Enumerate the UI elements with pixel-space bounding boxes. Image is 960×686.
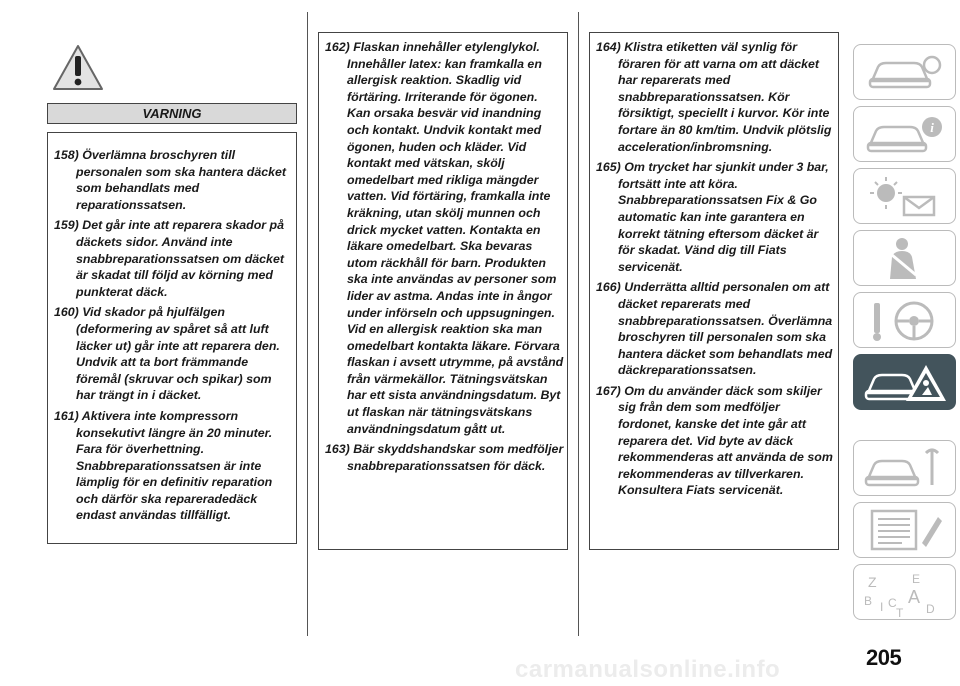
warning-box-col3 <box>589 32 839 550</box>
alphabet-index-icon <box>862 569 948 621</box>
tab-emergency[interactable] <box>853 354 956 410</box>
svg-text:D: D <box>926 602 935 616</box>
steering-key-icon <box>862 297 948 343</box>
car-info-icon <box>862 111 948 157</box>
column-divider <box>578 12 579 636</box>
tab-warning-lights[interactable] <box>853 168 956 224</box>
warning-triangle-icon <box>52 44 104 92</box>
warning-item-163: 163) Bär skyddshandskar som medföljer snabbreparationssatsen för däck. <box>325 442 564 473</box>
warning-lights-icon <box>862 173 948 219</box>
tab-specifications[interactable] <box>853 502 956 558</box>
svg-text:C: C <box>888 596 897 610</box>
tab-maintenance[interactable] <box>853 440 956 496</box>
tab-car-info[interactable] <box>853 106 956 162</box>
car-maintenance-icon <box>862 445 948 491</box>
svg-text:A: A <box>908 587 921 607</box>
svg-text:I: I <box>880 600 884 614</box>
warning-box-col2 <box>318 32 568 550</box>
watermark: carmanualsonline.info <box>515 656 781 683</box>
tab-index[interactable] <box>853 564 956 620</box>
svg-text:i: i <box>930 120 934 135</box>
warning-item-161: 161) Aktivera inte kompressorn konsekutivt längre än 20 minuter. Fara för överhettning. Snabbreparationssatsen är inte lämplig för en definitiv reparation och därför ska repareradedäck endast användas tillfälligt. <box>54 408 273 523</box>
seat-belt-safety-icon <box>862 235 948 281</box>
warning-item-162: 162) Flaskan innehåller etylenglykol. Innehåller latex: kan framkalla en allergisk reaktion. Skadlig vid förtäring. Irriterande för ögonen. Kan orsaka besvär vid inandning och kontakt. Undvik kontakt med ögonen, huden och kläder. Vid kontakt med vätskan, skölj omedelbart med rikliga mängder vatten. Vid förtäring, framkalla inte kräkning, utan skölj munnen och drick mycket vatten. Kontakta en läkare omedelbart. Ska bevaras utom räckhåll för barn. Produkten ska inte användas av personer som lider av astma. Andas inte in ångor under införseln och uppsugningen. Vid en allergisk reaktion ska man omedelbart kontakta läkare. Förvara flaskan i avsett utrymme, på avstånd från värmekällor. Tätningsvätskan har ett sista användningsdatum. Byt ut flaskan när tätningsvätskans användningsdatum gått ut. <box>325 40 564 436</box>
warning-item-160: 160) Vid skador på hjulfälgen (deformering av spåret så att luft läcker ut) går inte att reparera den. Undvik att ta bort främmande föremål (skruvar och spikar) som har trängt in i däcket. <box>54 305 280 403</box>
chapter-tabs <box>853 0 960 686</box>
column-divider <box>307 12 308 636</box>
car-dashboard-icon <box>862 49 948 95</box>
warning-item-159: 159) Det går inte att reparera skador på däckets sidor. Använd inte snabbreparationssatsen om däcket är skadat till följd av körning med punkterat däck. <box>54 218 285 299</box>
warning-item-166: 166) Underrätta alltid personalen om att däcket reparerats med snabbreparationssatsen. Överlämna broschyren till personalen som ska hantera däcket som behandlats med däckreparationssatsen. <box>596 280 833 378</box>
warning-item-165: 165) Om trycket har sjunkit under 3 bar, fortsätt inte att köra. Snabbreparationssatsen Fix & Go automatic kan inte garantera en korrekt tätning eftersom däcket är för skadat. Vänd dig till Fiats servicenät. <box>596 160 829 274</box>
car-emergency-icon <box>862 359 948 405</box>
specifications-list-icon <box>862 507 948 553</box>
tab-starting-driving[interactable] <box>853 292 956 348</box>
svg-text:T: T <box>896 606 904 620</box>
warning-item-164: 164) Klistra etiketten väl synlig för föraren för att varna om att däcket har reparerats med snabbreparationssatsen. Kör försiktigt, speciellt i kurvor. Kör inte fortare än 80 km/tim. Undvik plötslig acceleration/inbromsning. <box>596 40 832 154</box>
tab-car-dashboard[interactable] <box>853 44 956 100</box>
svg-text:E: E <box>912 572 921 586</box>
svg-text:Z: Z <box>868 574 877 590</box>
warning-item-167: 167) Om du använder däck som skiljer sig från dem som medföljer fordonet, kanske det inte går att reparera det. Vid byte av däck rekommenderas att använda de som rekommenderas av tillverkaren. Konsultera Fiats servicenät. <box>596 383 833 498</box>
warning-box-col1 <box>47 132 297 544</box>
warning-header: VARNING <box>47 103 297 124</box>
page-number: 205 <box>866 645 902 670</box>
svg-text:B: B <box>864 594 873 608</box>
warning-item-158: 158) Överlämna broschyren till personalen som ska hantera däcket som behandlats med reparationssatsen. <box>54 148 287 212</box>
tab-safety[interactable] <box>853 230 956 286</box>
